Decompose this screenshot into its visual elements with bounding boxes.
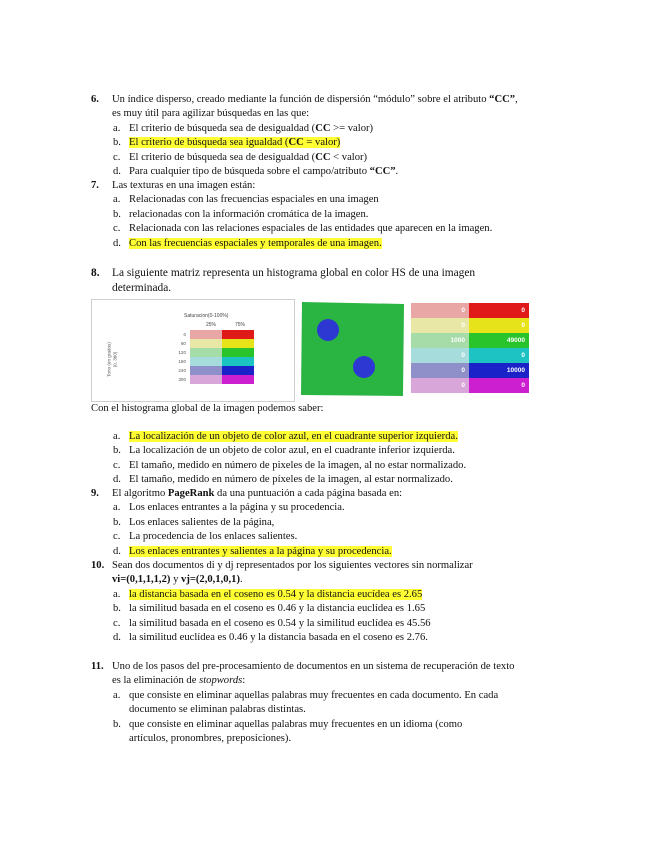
question-number: 11. bbox=[91, 661, 104, 672]
table-cell-pale: 0 bbox=[411, 318, 469, 333]
hue-tick: 60 bbox=[180, 341, 186, 346]
hue-axis-label: Tono (en grados) (0, 360) bbox=[106, 342, 118, 377]
histogram-cell-pale bbox=[190, 339, 222, 348]
option-d: d. Los enlaces entrantes y salientes a la página y su procedencia. bbox=[113, 545, 392, 557]
question-text: El algoritmo PageRank da una puntuación a cada página basada en: bbox=[112, 488, 403, 499]
question-6 bbox=[91, 93, 591, 179]
sat-tick-75: 75% bbox=[235, 322, 246, 328]
histogram-cell-saturated bbox=[222, 366, 254, 375]
table-cell-pale: 0 bbox=[411, 348, 469, 363]
question-8-options bbox=[91, 430, 591, 488]
question-9 bbox=[91, 487, 591, 559]
hue-tick: 120 bbox=[178, 350, 186, 355]
table-cell-pale: 0 bbox=[411, 363, 469, 378]
option-a: a. que consiste en eliminar aquellas palabras muy frecuentes en cada documento. En cada bbox=[113, 689, 499, 701]
histogram-cell-saturated bbox=[222, 375, 254, 384]
table-cell-saturated: 0 bbox=[469, 348, 529, 363]
option-c: c. Relacionada con las relaciones espaciales de las entidades que aparecen en la imagen. bbox=[113, 223, 493, 235]
question-7 bbox=[91, 179, 591, 251]
option-a: a. El criterio de búsqueda sea de desigualdad (CC >= valor) bbox=[113, 122, 374, 134]
histogram-cell-saturated bbox=[222, 348, 254, 357]
table-cell-saturated: 10000 bbox=[469, 363, 529, 378]
table-cell-saturated: 49000 bbox=[469, 333, 529, 348]
question-number: 9. bbox=[91, 488, 99, 499]
hue-tick: 240 bbox=[178, 368, 186, 373]
question-number: 6. bbox=[91, 94, 99, 105]
table-cell-saturated: 0 bbox=[469, 303, 529, 318]
table-cell-pale: 0 bbox=[411, 378, 469, 393]
question-11 bbox=[91, 660, 591, 746]
option-b: b. que consiste en eliminar aquellas palabras muy frecuentes en un idioma (como bbox=[113, 718, 463, 730]
question-text: Las texturas en una imagen están: bbox=[112, 180, 256, 191]
option-d: d. Para cualquier tipo de búsqueda sobre el campo/atributo “CC”. bbox=[113, 166, 399, 178]
option-b: b. El criterio de búsqueda sea igualdad (CC = valor) bbox=[113, 137, 341, 149]
question-10 bbox=[91, 559, 591, 645]
question-text: Sean dos documentos di y dj representados por los siguientes vectores sin normalizar bbox=[112, 560, 473, 571]
option-c: c. El tamaño, medido en número de pixeles de la imagen, al no estar normalizado. bbox=[113, 459, 467, 471]
question-8 bbox=[91, 266, 591, 296]
histogram-cell-pale bbox=[190, 330, 222, 339]
option-b: b. la similitud basada en el coseno es 0.46 y la distancia euclídea es 1.65 bbox=[113, 603, 426, 615]
option-c: c. El criterio de búsqueda sea de desigualdad (CC < valor) bbox=[113, 151, 368, 163]
example-image bbox=[298, 299, 408, 400]
table-cell-saturated: 0 bbox=[469, 318, 529, 333]
hue-tick: 0 bbox=[183, 332, 186, 337]
question-text-line2: determinada. bbox=[112, 282, 172, 294]
option-a: a. Los enlaces entrantes a la página y su procedencia. bbox=[113, 502, 345, 514]
question-text-line2: es muy útil para agilizar búsquedas en las que: bbox=[112, 108, 310, 120]
histogram-cell-saturated bbox=[222, 330, 254, 339]
hue-tick: 300 bbox=[178, 377, 186, 382]
question-number: 10. bbox=[91, 560, 105, 571]
histogram-cell-pale bbox=[190, 357, 222, 366]
option-b: b. relacionadas con la información cromática de la imagen. bbox=[113, 208, 369, 220]
option-b: b. Los enlaces salientes de la página, bbox=[113, 516, 275, 528]
option-a: a. La localización de un objeto de color azul, en el cuadrante superior izquierda. bbox=[113, 431, 458, 442]
histogram-values-table bbox=[411, 303, 529, 401]
option-a-cont: documento se eliminan palabras distintas. bbox=[129, 704, 306, 716]
histogram-cell-pale bbox=[190, 348, 222, 357]
option-d: d. El tamaño, medido en número de píxeles de la imagen, al estar normalizado. bbox=[113, 474, 453, 486]
hue-tick: 180 bbox=[178, 359, 186, 364]
option-a: a. Relacionadas con las frecuencias espaciales en una imagen bbox=[113, 194, 379, 206]
saturation-axis-title: Saturacion(0-100%) bbox=[184, 313, 229, 319]
option-b-cont: artículos, pronombres, preposiciones). bbox=[129, 733, 292, 745]
option-a: a. la distancia basada en el coseno es 0.54 y la distancia eucídea es 2.65 bbox=[113, 588, 423, 600]
sat-tick-25: 25% bbox=[206, 322, 217, 328]
question-text: Uno de los pasos del pre-procesamiento de documentos en un sistema de recuperación de texto bbox=[112, 661, 515, 672]
option-b: b. La localización de un objeto de color azul, en el cuadrante inferior izquierda. bbox=[113, 445, 455, 457]
table-cell-pale: 0 bbox=[411, 303, 469, 318]
question-text: La siguiente matriz representa un histograma global en color HS de una imagen bbox=[112, 267, 476, 279]
histogram-cell-saturated bbox=[222, 339, 254, 348]
histogram-figure bbox=[91, 299, 529, 402]
table-cell-saturated: 0 bbox=[469, 378, 529, 393]
histogram-cell-saturated bbox=[222, 357, 254, 366]
option-c: c. La procedencia de los enlaces salientes. bbox=[113, 531, 298, 543]
histogram-cell-pale bbox=[190, 366, 222, 375]
table-cell-pale: 1000 bbox=[411, 333, 469, 348]
green-image-with-blue-blobs bbox=[298, 299, 408, 400]
question-text: Un índice disperso, creado mediante la función de dispersión “módulo” sobre el atributo “CC”, bbox=[112, 94, 518, 105]
question-vectors: vi=(0,1,1,1,2) y vj=(2,0,1,0,1). bbox=[112, 574, 243, 586]
histogram-cell-pale bbox=[190, 375, 222, 384]
question-8-followup: Con el histograma global de la imagen podemos saber: bbox=[91, 403, 324, 414]
option-d: d. la similitud euclídea es 0.46 y la distancia basada en el coseno es 2.76. bbox=[113, 632, 428, 644]
question-number: 8. bbox=[91, 267, 100, 279]
option-d: d. Con las frecuencias espaciales y temporales de una imagen. bbox=[113, 237, 382, 249]
question-text-line2: es la eliminación de stopwords: bbox=[112, 675, 246, 687]
question-number: 7. bbox=[91, 180, 99, 191]
hs-histogram-chart bbox=[91, 299, 295, 402]
option-c: c. la similitud basada en el coseno es 0.54 y la similitud euclídea es 45.56 bbox=[113, 617, 431, 629]
question-8-body bbox=[91, 402, 591, 416]
